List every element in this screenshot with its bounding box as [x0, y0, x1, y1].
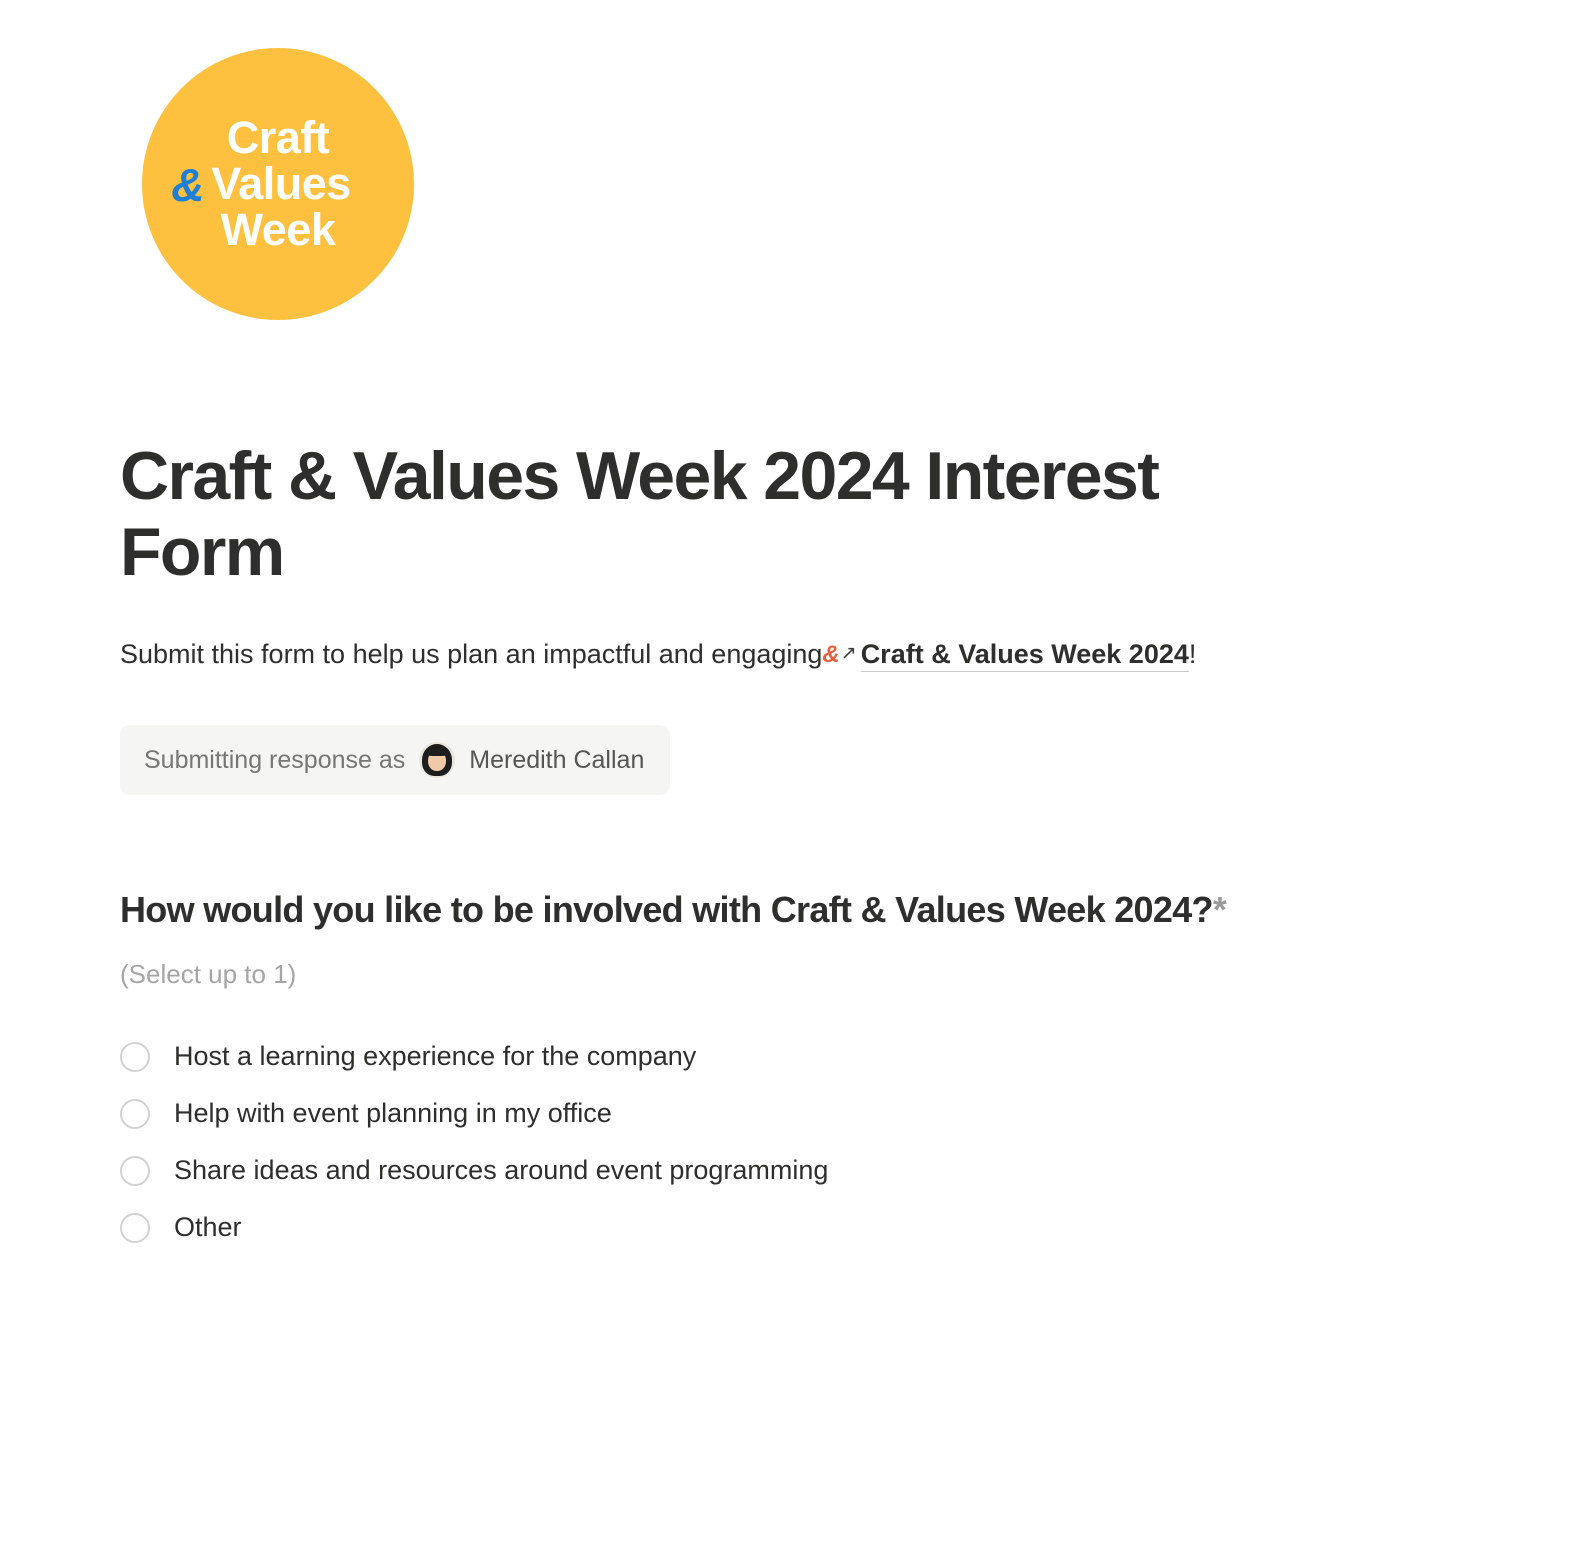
logo-text	[171, 112, 351, 255]
submitting-response-banner	[120, 725, 670, 795]
craft-values-week-link[interactable]: Craft & Values Week 2024	[861, 639, 1189, 672]
page-title: Craft & Values Week 2024 Interest Form	[120, 438, 1159, 591]
submitting-user-name: Meredith Callan	[469, 745, 645, 774]
external-link-arrow-icon: ↗	[840, 643, 857, 665]
option-row[interactable]	[120, 1028, 1466, 1085]
form-description-prefix: Submit this form to help us plan an impactful and engaging	[120, 639, 823, 670]
radio-icon[interactable]	[120, 1042, 150, 1072]
submitting-response-label: Submitting response as	[144, 745, 406, 774]
logo-line-3: Week	[220, 203, 336, 255]
radio-icon[interactable]	[120, 1213, 150, 1243]
option-label: Host a learning experience for the company	[174, 1041, 697, 1072]
inline-ampersand-icon: &	[822, 641, 840, 669]
option-row[interactable]	[120, 1142, 1466, 1199]
question-title-text: How would you like to be involved with Craft & Values Week 2024?	[120, 889, 1213, 931]
required-marker: *	[1212, 889, 1227, 931]
form-description	[120, 634, 1360, 675]
options-list	[120, 1028, 1466, 1256]
logo-circle	[142, 48, 414, 320]
logo-ampersand-icon: &	[171, 159, 204, 212]
option-label: Help with event planning in my office	[174, 1098, 612, 1129]
question-block	[120, 887, 1466, 1256]
radio-icon[interactable]	[120, 1156, 150, 1186]
option-row[interactable]	[120, 1199, 1466, 1256]
avatar	[419, 742, 455, 778]
craft-values-week-logo	[142, 48, 414, 320]
logo-line-2-wrap	[171, 158, 351, 212]
option-label: Other	[174, 1212, 242, 1243]
question-hint: (Select up to 1)	[120, 959, 297, 990]
form-description-suffix: !	[1188, 639, 1197, 670]
question-title	[120, 887, 1460, 933]
logo-line-1: Craft	[226, 112, 330, 164]
logo-line-2: Values	[211, 158, 351, 210]
radio-icon[interactable]	[120, 1099, 150, 1129]
option-label: Share ideas and resources around event programming	[174, 1155, 829, 1186]
option-row[interactable]	[120, 1085, 1466, 1142]
